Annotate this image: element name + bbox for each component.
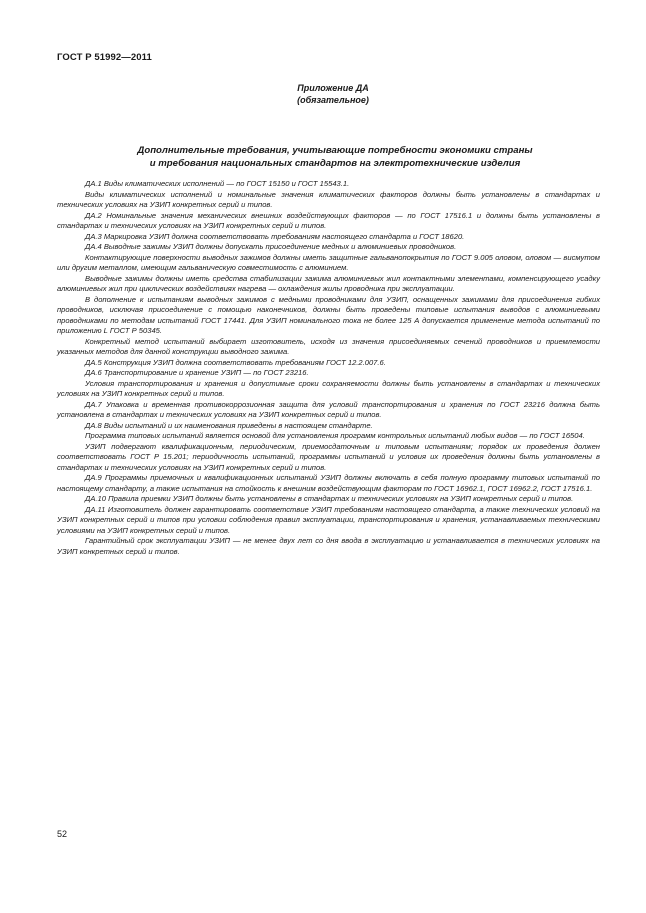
paragraph: ДА.3 Маркировка УЗИП должна соответствовать требованиям настоящего стандарта и ГОСТ 18620. — [85, 231, 465, 241]
section-title-line-1: Дополнительные требования, учитывающие потребности экономики страны — [137, 145, 533, 156]
paragraph: В дополнение к испытаниям выводных зажимов с медными проводниками для УЗИП, оснащенных зажимами для присоединения гибких проводников, исключая присоединение с помощью наконечников, должны быть проведены типовые испытания выводов с алюминиевыми проводниками по методам испытаний ГОСТ 17441. Для УЗИП номинального тока не более 125 А допускается применение метода испытаний по приложению L ГОСТ Р 50345. — [57, 294, 600, 335]
paragraph: ДА.6 Транспортирование и хранение УЗИП — по ГОСТ 23216. — [85, 368, 309, 377]
paragraph: Выводные зажимы должны иметь средства стабилизации зажима алюминиевых жил контактными элементами, компенсирующего усадку алюминиевых жил при циклических воздействиях нагрева — охлаждения жилы проводника при эксплуатации. — [57, 273, 600, 293]
body-text — [57, 179, 600, 557]
page-number: 52 — [57, 829, 68, 839]
paragraph: ДА.10 Правила приемки УЗИП должны быть установлены в стандартах и технических условиях на УЗИП конкретных серий и типов. — [85, 494, 574, 503]
annex-title: Приложение ДА — [297, 83, 369, 93]
paragraph: ДА.5 Конструкция УЗИП должна соответствовать требованиям ГОСТ 12.2.007.6. — [85, 357, 386, 367]
paragraph: Программа типовых испытаний является основой для установления программ контрольных испытаний любых видов — по ГОСТ 16504. — [85, 431, 585, 440]
paragraph: Гарантийный срок эксплуатации УЗИП — не менее двух лет со дня ввода в эксплуатацию и устанавливается в технических условиях на УЗИП конкретных серий и типов. — [57, 536, 600, 556]
section-title-line-2: и требования национальных стандартов на электротехнические изделия — [149, 158, 521, 169]
annex-heading — [0, 82, 646, 106]
paragraph: Конкретный метод испытаний выбирает изготовитель, исходя из значения присоединяемых сечений проводников и приемлемости указанных методов для данной конструкции выводного зажима. — [57, 336, 600, 356]
paragraph: ДА.1 Виды климатических исполнений — по ГОСТ 15150 и ГОСТ 15543.1. — [85, 179, 350, 188]
document-code: ГОСТ Р 51992—2011 — [57, 52, 152, 63]
paragraph: Контактирующие поверхности выводных зажимов должны иметь защитные гальванопокрытия по ГОСТ 9.005 оловом, оловом — висмутом или другим металлом, имеющим гальваническую совместимость с алюминием. — [57, 252, 600, 272]
paragraph: ДА.4 Выводные зажимы УЗИП должны допускать присоединение медных и алюминиевых проводников. — [85, 242, 457, 251]
paragraph: Виды климатических исполнений и номинальные значения климатических факторов должны быть установлены в стандартах и технических условиях на УЗИП конкретных серий и типов. — [57, 189, 600, 209]
paragraph: ДА.8 Виды испытаний и их наименования приведены в настоящем стандарте. — [85, 420, 373, 430]
paragraph: Условия транспортирования и хранения и допустимые сроки сохраняемости должны быть установлены в стандартах и технических условиях на УЗИП конкретных серий и типов. — [57, 378, 600, 398]
paragraph: ДА.11 Изготовитель должен гарантировать соответствие УЗИП требованиям настоящего стандарта, а также технических условий на УЗИП конкретных серий и типов при условии соблюдения правил эксплуатации, транспортирования и хранения, устанавливаемых техническими условиями на УЗИП конкретных серий и типов. — [57, 504, 600, 535]
paragraph: ДА.9 Программы приемочных и квалификационных испытаний УЗИП должны включать в себя полную программу типовых испытаний по настоящему стандарту, а также испытания на стойкость к внешним воздействующим факторам по ГОСТ 16962.1, ГОСТ 16962.2, ГОСТ 17516.1. — [57, 473, 600, 493]
paragraph: ДА.7 Упаковка и временная противокоррозионная защита для условий транспортирования и хранения по ГОСТ 23216 должна быть установлена в стандартах и технических условиях на УЗИП конкретных серий и типов. — [57, 399, 600, 419]
annex-status: (обязательное) — [297, 95, 369, 105]
paragraph: УЗИП подвергают квалификационным, периодическим, приемосдаточным и типовым испытаниям; порядок их проведения должен соответствовать ГОСТ Р 15.201; периодичность испытаний, программы испытаний и условия их проведения должны быть установлены в стандартах и технических условиях на УЗИП конкретных серий и типов. — [57, 441, 600, 472]
section-title — [70, 144, 600, 170]
paragraph: ДА.2 Номинальные значения механических внешних воздействующих факторов — по ГОСТ 17516.1 и должны быть установлены в стандартах и технических условиях на УЗИП конкретных серий и типов. — [57, 210, 600, 230]
